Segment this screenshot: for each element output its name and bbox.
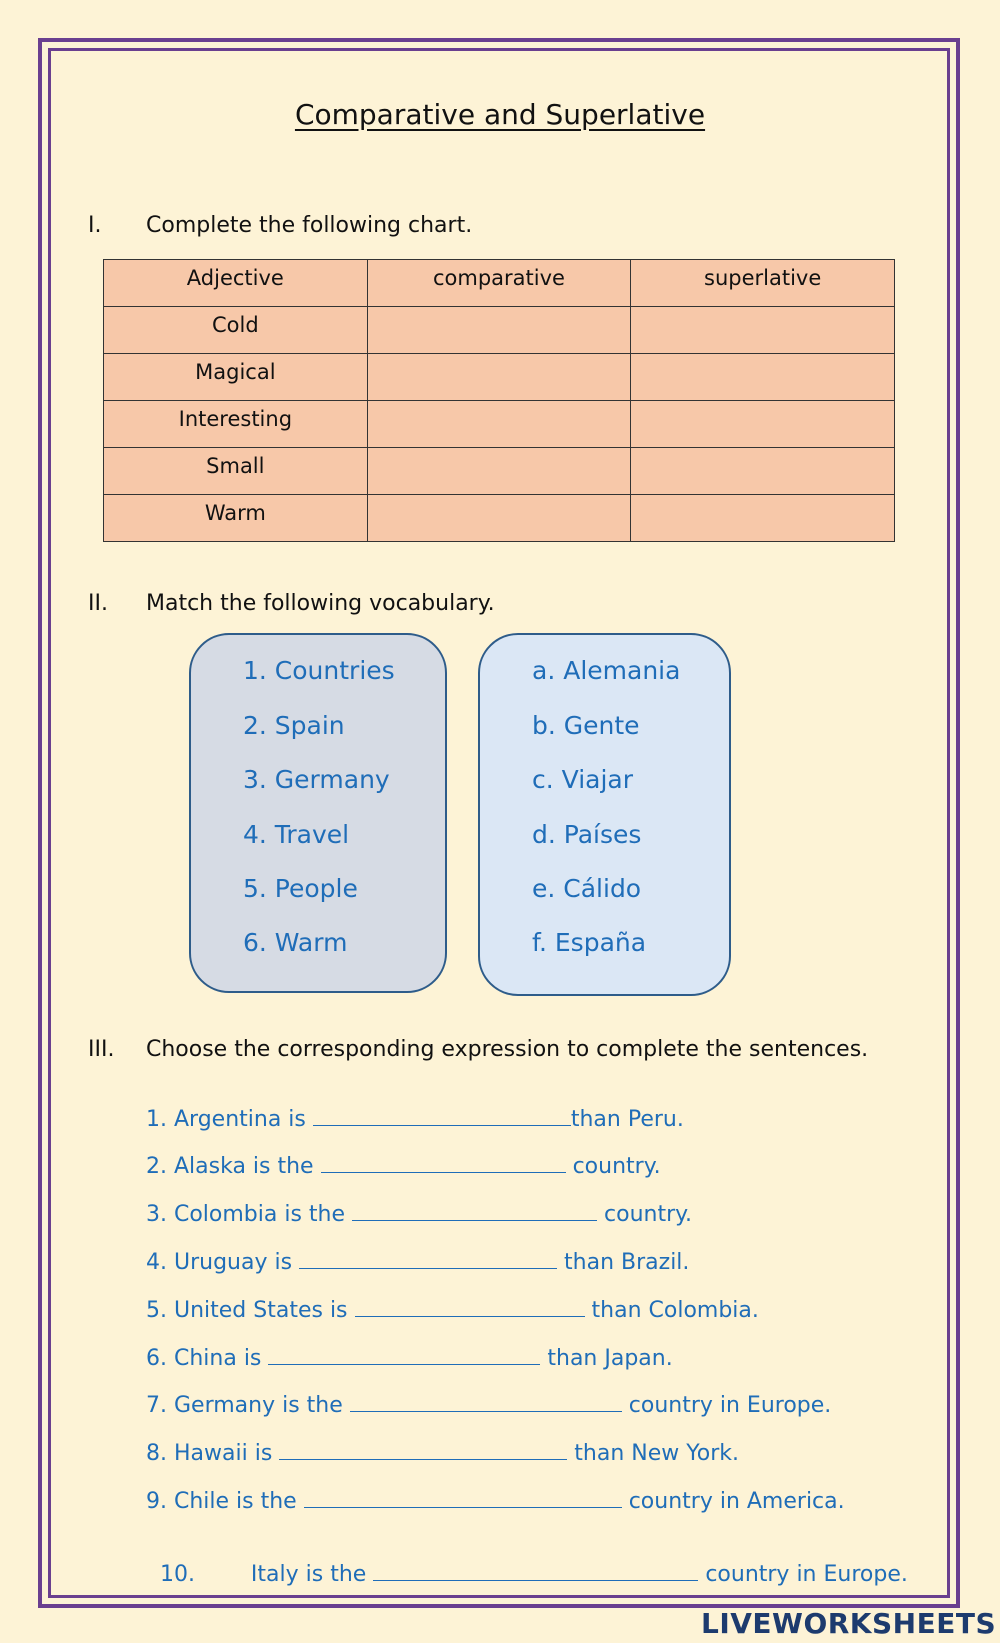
section-3-number: III. bbox=[88, 1037, 115, 1062]
comparative-cell[interactable] bbox=[367, 448, 631, 495]
sentence-item bbox=[146, 1105, 684, 1132]
sentence-item bbox=[146, 1391, 831, 1418]
vocab-left-item[interactable]: 3. Germany bbox=[243, 765, 390, 794]
comparative-cell[interactable] bbox=[367, 354, 631, 401]
sentence-text: 6. China is bbox=[146, 1346, 269, 1371]
vocab-right-item[interactable]: f. España bbox=[532, 928, 647, 957]
superlative-cell[interactable] bbox=[631, 401, 895, 448]
answer-blank[interactable] bbox=[321, 1152, 566, 1173]
superlative-cell[interactable] bbox=[631, 495, 895, 542]
section-1-instruction: Complete the following chart. bbox=[146, 213, 473, 238]
answer-blank[interactable] bbox=[268, 1344, 540, 1365]
vocab-left-item[interactable]: 1. Countries bbox=[243, 656, 395, 685]
sentence-text: 1. Argentina is bbox=[146, 1107, 313, 1132]
answer-blank[interactable] bbox=[350, 1391, 622, 1412]
adjective-cell: Warm bbox=[104, 495, 368, 542]
worksheet-title: Comparative and Superlative bbox=[294, 98, 706, 131]
answer-blank[interactable] bbox=[355, 1296, 585, 1317]
sentence-text: than Colombia. bbox=[584, 1298, 759, 1323]
sentence-text: 5. United States is bbox=[146, 1298, 355, 1323]
sentence-item bbox=[146, 1439, 739, 1466]
vocab-right-item[interactable]: c. Viajar bbox=[532, 765, 634, 794]
adjective-cell: Magical bbox=[104, 354, 368, 401]
chart-header-cell: comparative bbox=[367, 260, 631, 307]
sentence-text: than Japan. bbox=[540, 1346, 673, 1371]
chart-header-cell: Adjective bbox=[104, 260, 368, 307]
chart-row bbox=[104, 495, 895, 542]
answer-blank[interactable] bbox=[279, 1439, 567, 1460]
comparative-cell[interactable] bbox=[367, 307, 631, 354]
adjective-cell: Small bbox=[104, 448, 368, 495]
sentence-text: than New York. bbox=[567, 1441, 739, 1466]
sentence-text: than Peru. bbox=[570, 1107, 684, 1132]
vocab-left-item[interactable]: 6. Warm bbox=[243, 928, 348, 957]
sentence-text: 9. Chile is the bbox=[146, 1489, 304, 1514]
section-1-number: I. bbox=[88, 213, 102, 238]
section-2-heading bbox=[88, 591, 495, 616]
sentence-text: 2. Alaska is the bbox=[146, 1154, 321, 1179]
comparative-cell[interactable] bbox=[367, 401, 631, 448]
section-3-instruction: Choose the corresponding expression to complete the sentences. bbox=[146, 1037, 869, 1062]
adjective-cell: Cold bbox=[104, 307, 368, 354]
chart-row bbox=[104, 448, 895, 495]
sentence-item bbox=[146, 1200, 692, 1227]
logo-text: LIVEWORKSHEETS bbox=[701, 1606, 997, 1640]
chart-row bbox=[104, 401, 895, 448]
sentence-text: country in America. bbox=[621, 1489, 845, 1514]
answer-blank[interactable] bbox=[352, 1200, 597, 1221]
sentence-item bbox=[146, 1152, 661, 1179]
answer-blank[interactable] bbox=[304, 1487, 622, 1508]
sentence-text: country. bbox=[565, 1154, 661, 1179]
section-2-instruction: Match the following vocabulary. bbox=[146, 591, 495, 616]
sentence-text: 10. Italy is the bbox=[160, 1562, 374, 1587]
vocab-left-item[interactable]: 2. Spain bbox=[243, 711, 345, 740]
superlative-cell[interactable] bbox=[631, 448, 895, 495]
chart-row bbox=[104, 354, 895, 401]
sentence-item bbox=[146, 1296, 759, 1323]
sentence-item bbox=[146, 1535, 908, 1587]
adjective-chart bbox=[103, 259, 895, 542]
vocab-right-item[interactable]: d. Países bbox=[532, 820, 642, 849]
sentence-text: 7. Germany is the bbox=[146, 1393, 350, 1418]
chart-row bbox=[104, 307, 895, 354]
section-2-number: II. bbox=[88, 591, 108, 616]
answer-blank[interactable] bbox=[313, 1105, 571, 1126]
vocab-right-item[interactable]: e. Cálido bbox=[532, 874, 642, 903]
section-1-heading bbox=[88, 213, 472, 238]
vocab-right-item[interactable]: a. Alemania bbox=[532, 656, 681, 685]
chart-header-cell: superlative bbox=[631, 260, 895, 307]
sentence-text: than Brazil. bbox=[557, 1250, 690, 1275]
sentence-item bbox=[146, 1248, 689, 1275]
answer-blank[interactable] bbox=[299, 1248, 557, 1269]
chart-header-row bbox=[104, 260, 895, 307]
answer-blank[interactable] bbox=[373, 1560, 698, 1581]
sentence-text: country in Europe. bbox=[621, 1393, 832, 1418]
liveworksheets-logo-icon bbox=[695, 1610, 697, 1636]
section-3-heading bbox=[88, 1037, 868, 1062]
sentence-text: country in Europe. bbox=[698, 1562, 908, 1587]
comparative-cell[interactable] bbox=[367, 495, 631, 542]
vocab-right-item[interactable]: b. Gente bbox=[532, 711, 640, 740]
sentence-text: 8. Hawaii is bbox=[146, 1441, 280, 1466]
vocab-left-item[interactable]: 5. People bbox=[243, 874, 358, 903]
sentence-text: 4. Uruguay is bbox=[146, 1250, 300, 1275]
superlative-cell[interactable] bbox=[631, 307, 895, 354]
sentence-text: country. bbox=[597, 1202, 693, 1227]
sentence-item bbox=[146, 1344, 673, 1371]
sentence-text: 3. Colombia is the bbox=[146, 1202, 353, 1227]
sentence-item bbox=[146, 1487, 845, 1514]
superlative-cell[interactable] bbox=[631, 354, 895, 401]
vocab-left-item[interactable]: 4. Travel bbox=[243, 820, 350, 849]
adjective-cell: Interesting bbox=[104, 401, 368, 448]
liveworksheets-logo[interactable] bbox=[695, 1605, 995, 1641]
